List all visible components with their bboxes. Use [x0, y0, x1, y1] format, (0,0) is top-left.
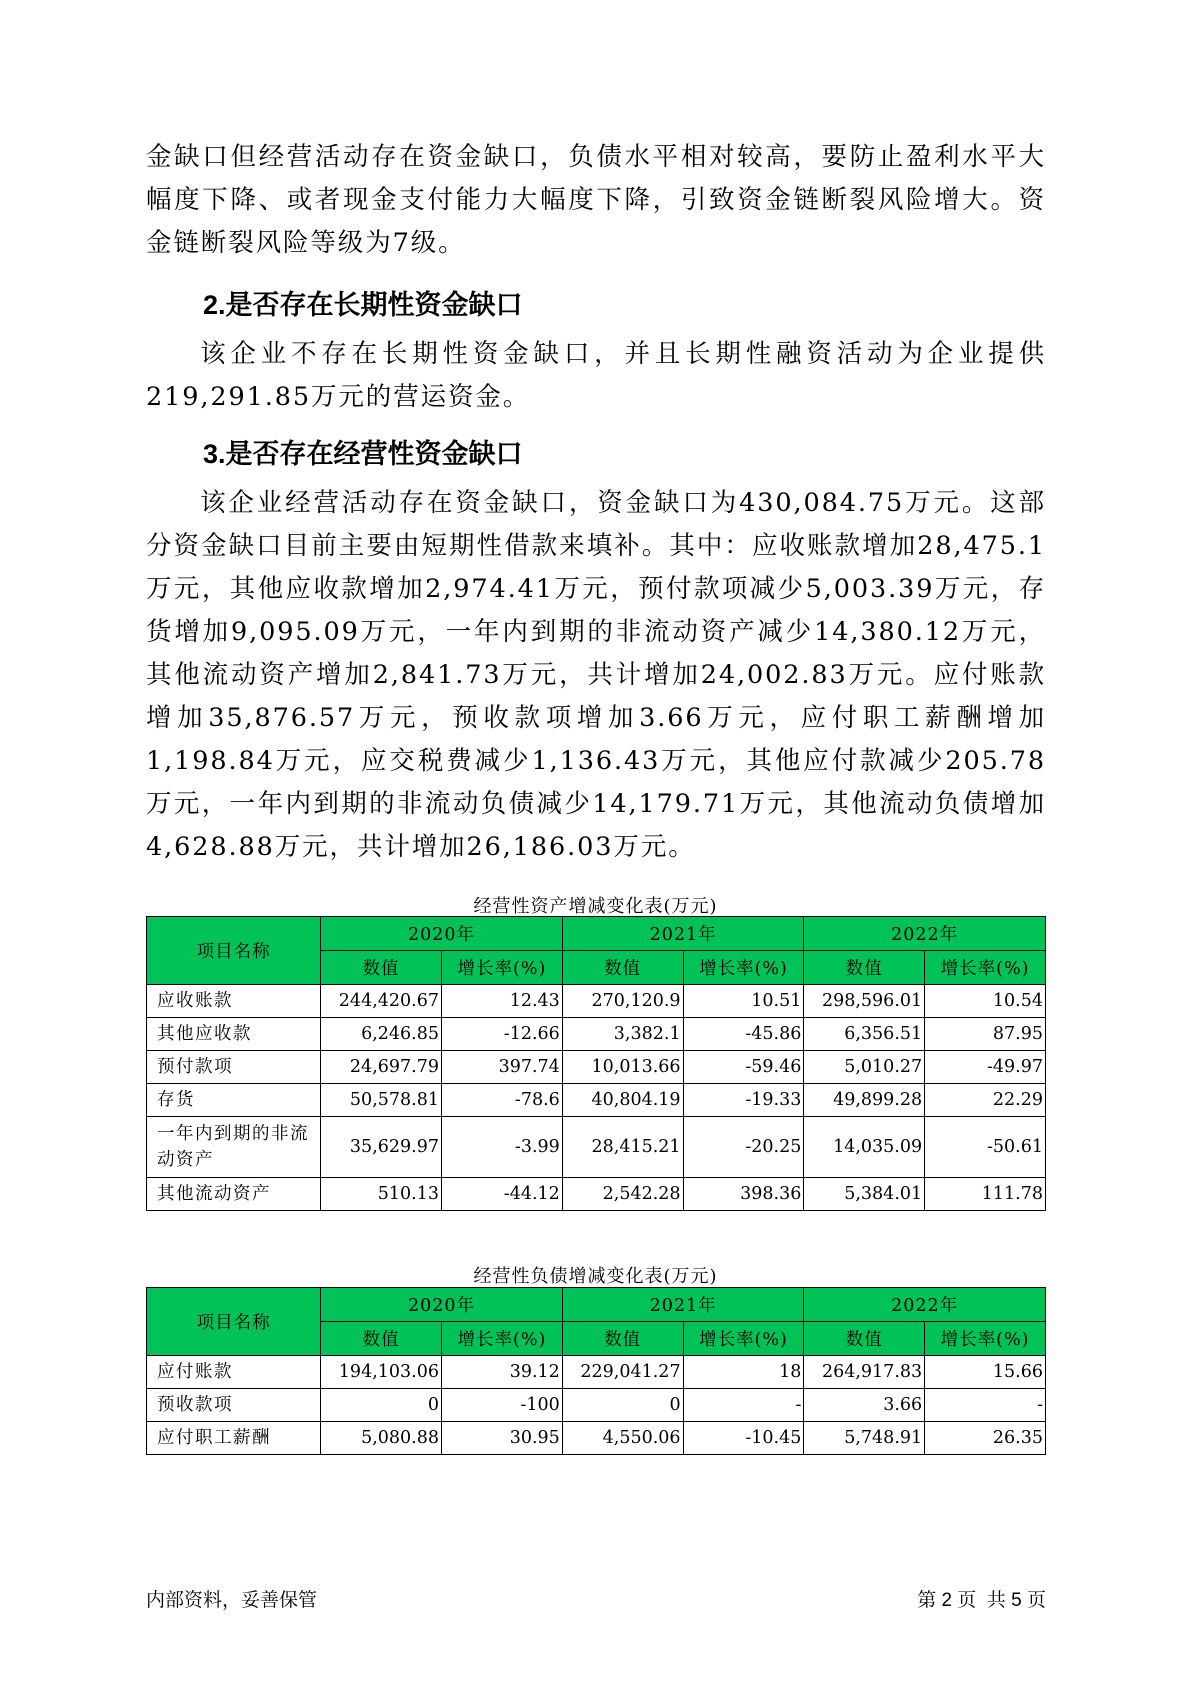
table-liabilities-caption: 经营性负债增减变化表(万元) — [473, 1266, 718, 1287]
cell-growth: -50.61 — [925, 1117, 1046, 1178]
footer-confidential-note: 内部资料，妥善保管 — [146, 1590, 318, 1611]
header-growth-rate: 增长率(%) — [925, 1322, 1046, 1356]
cell-value: 50,578.81 — [321, 1084, 442, 1117]
heading-long-term-gap: 2.是否存在长期性资金缺口 — [203, 290, 523, 320]
cell-value: 0 — [562, 1389, 683, 1422]
cell-value: 49,899.28 — [804, 1084, 925, 1117]
cell-growth: 15.66 — [925, 1356, 1046, 1389]
cell-value: 24,697.79 — [321, 1051, 442, 1084]
header-growth-rate: 增长率(%) — [442, 1322, 563, 1356]
table-row — [147, 1051, 1046, 1084]
table-row — [147, 1422, 1046, 1455]
row-label: 一年内到期的非流动资产 — [147, 1117, 321, 1178]
paragraph-operating-gap: 该企业经营活动存在资金缺口，资金缺口为430,084.75万元。这部分资金缺口目前主要由短期性借款来填补。其中：应收账款增加28,475.1万元，其他应收款增加2,974.41万元，预付款项减少5,003.39万元，存货增加9,095.09万元，一年内到期的非流动资产减少14,380.12万元，其他流动资产增加2,841.73万元，共计增加24,002.83万元。应付账款增加35,876.57万元，预收款项增加3.66万元，应付职工薪酬增加1,198.84万元，应交税费减少1,136.43万元，其他应付款减少205.78万元，一年内到期的非流动负债减少14,179.71万元，其他流动负债增加4,628.88万元，共计增加26,186.03万元。 — [146, 488, 1046, 862]
cell-value: 298,596.01 — [804, 985, 925, 1018]
cell-growth: 30.95 — [442, 1422, 563, 1455]
cell-growth: -44.12 — [442, 1178, 563, 1211]
cell-value: 6,246.85 — [321, 1018, 442, 1051]
row-label: 应付职工薪酬 — [147, 1422, 321, 1455]
cell-growth: - — [683, 1389, 804, 1422]
paragraph-long-term-gap: 该企业不存在长期性资金缺口，并且长期性融资活动为企业提供219,291.85万元的营运资金。 — [146, 339, 1046, 412]
row-label: 其他应收款 — [147, 1018, 321, 1051]
cell-value: 2,542.28 — [562, 1178, 683, 1211]
header-growth-rate: 增长率(%) — [925, 951, 1046, 985]
cell-growth: 397.74 — [442, 1051, 563, 1084]
heading-operating-gap: 3.是否存在经营性资金缺口 — [203, 439, 523, 469]
cell-growth: 26.35 — [925, 1422, 1046, 1455]
header-value: 数值 — [562, 1322, 683, 1356]
header-year: 2021年 — [562, 1288, 804, 1322]
cell-value: 28,415.21 — [562, 1117, 683, 1178]
cell-growth: 22.29 — [925, 1084, 1046, 1117]
table-assets-caption: 经营性资产增减变化表(万元) — [473, 896, 718, 917]
header-year: 2022年 — [804, 1288, 1046, 1322]
cell-growth: -49.97 — [925, 1051, 1046, 1084]
cell-growth: -10.45 — [683, 1422, 804, 1455]
cell-value: 4,550.06 — [562, 1422, 683, 1455]
cell-value: 0 — [321, 1389, 442, 1422]
header-item-name: 项目名称 — [147, 917, 321, 985]
header-growth-rate: 增长率(%) — [683, 951, 804, 985]
table-row — [147, 1018, 1046, 1051]
cell-value: 10,013.66 — [562, 1051, 683, 1084]
header-year: 2020年 — [321, 917, 563, 951]
cell-growth: -3.99 — [442, 1117, 563, 1178]
cell-growth: -78.6 — [442, 1084, 563, 1117]
cell-value: 14,035.09 — [804, 1117, 925, 1178]
cell-growth: 398.36 — [683, 1178, 804, 1211]
cell-growth: 10.54 — [925, 985, 1046, 1018]
cell-growth: 111.78 — [925, 1178, 1046, 1211]
table-row — [147, 1084, 1046, 1117]
header-value: 数值 — [804, 1322, 925, 1356]
row-label: 应收账款 — [147, 985, 321, 1018]
cell-value: 5,080.88 — [321, 1422, 442, 1455]
cell-value: 3,382.1 — [562, 1018, 683, 1051]
row-label: 其他流动资产 — [147, 1178, 321, 1211]
cell-value: 244,420.67 — [321, 985, 442, 1018]
header-growth-rate: 增长率(%) — [442, 951, 563, 985]
cell-value: 35,629.97 — [321, 1117, 442, 1178]
table-operating-liabilities — [146, 1287, 1046, 1455]
cell-growth: 12.43 — [442, 985, 563, 1018]
table-row — [147, 1356, 1046, 1389]
cell-growth: -20.25 — [683, 1117, 804, 1178]
row-label: 预付款项 — [147, 1051, 321, 1084]
header-growth-rate: 增长率(%) — [683, 1322, 804, 1356]
cell-growth: -12.66 — [442, 1018, 563, 1051]
header-year: 2022年 — [804, 917, 1046, 951]
cell-value: 264,917.83 — [804, 1356, 925, 1389]
cell-value: 510.13 — [321, 1178, 442, 1211]
table-row — [147, 1178, 1046, 1211]
header-value: 数值 — [562, 951, 683, 985]
table-row — [147, 1117, 1046, 1178]
footer-page-number: 第 2 页 共 5 页 — [917, 1590, 1046, 1611]
cell-value: 5,010.27 — [804, 1051, 925, 1084]
cell-value: 229,041.27 — [562, 1356, 683, 1389]
cell-growth: -45.86 — [683, 1018, 804, 1051]
cell-growth: 18 — [683, 1356, 804, 1389]
cell-value: 194,103.06 — [321, 1356, 442, 1389]
table-operating-assets — [146, 916, 1046, 1211]
cell-value: 5,748.91 — [804, 1422, 925, 1455]
row-label: 存货 — [147, 1084, 321, 1117]
cell-value: 3.66 — [804, 1389, 925, 1422]
header-value: 数值 — [804, 951, 925, 985]
table-row — [147, 1389, 1046, 1422]
cell-growth: - — [925, 1389, 1046, 1422]
cell-growth: -100 — [442, 1389, 563, 1422]
header-year: 2020年 — [321, 1288, 563, 1322]
table-row — [147, 985, 1046, 1018]
cell-value: 6,356.51 — [804, 1018, 925, 1051]
cell-growth: -19.33 — [683, 1084, 804, 1117]
cell-growth: 10.51 — [683, 985, 804, 1018]
header-value: 数值 — [321, 951, 442, 985]
header-year: 2021年 — [562, 917, 804, 951]
cell-value: 40,804.19 — [562, 1084, 683, 1117]
paragraph-risk-summary: 金缺口但经营活动存在资金缺口，负债水平相对较高，要防止盈利水平大幅度下降、或者现金支付能力大幅度下降，引致资金链断裂风险增大。资金链断裂风险等级为7级。 — [146, 142, 1046, 258]
header-value: 数值 — [321, 1322, 442, 1356]
cell-value: 5,384.01 — [804, 1178, 925, 1211]
cell-growth: 39.12 — [442, 1356, 563, 1389]
row-label: 预收款项 — [147, 1389, 321, 1422]
cell-growth: 87.95 — [925, 1018, 1046, 1051]
cell-value: 270,120.9 — [562, 985, 683, 1018]
header-item-name: 项目名称 — [147, 1288, 321, 1356]
row-label: 应付账款 — [147, 1356, 321, 1389]
cell-growth: -59.46 — [683, 1051, 804, 1084]
